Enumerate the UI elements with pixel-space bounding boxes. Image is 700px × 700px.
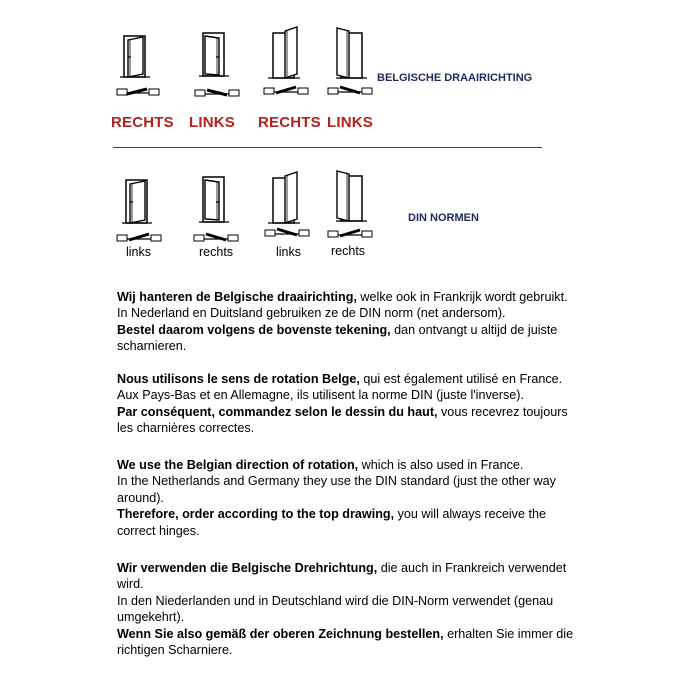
french-text-2: Aux Pays-Bas et en Allemagne, ils utilisent la norme DIN (juste l'inverse). [117, 388, 524, 403]
dutch-bold-1: Wij hanteren de Belgische draairichting, [117, 290, 357, 304]
german-text-2: In den Niederlanden und in Deutschland wird die DIN-Norm verwendet (genau umgekehrt). [117, 593, 554, 625]
door-open-right-icon [268, 27, 300, 78]
paragraph-german [117, 560, 587, 658]
door-open-left-icon [336, 171, 367, 221]
door-open-right-icon [199, 177, 229, 222]
door-open-left-icon [122, 180, 152, 223]
belgian-section-title: BELGISCHE DRAAIRICHTING [377, 72, 533, 84]
english-text-3: you will always receive the correct hinges. [117, 507, 546, 538]
french-text-1: qui est également utilisé en France. [359, 372, 563, 386]
hinge-plan-icon [328, 87, 372, 94]
belgian-label-1: RECHTS [111, 114, 174, 131]
german-bold-2: Wenn Sie also gemäß der oberen Zeichnung bestellen, [117, 626, 444, 641]
door-open-left-icon [336, 28, 367, 78]
hinge-plan-icon [195, 90, 239, 96]
dutch-bold-2: Bestel daarom volgens de bovenste tekening, [117, 322, 391, 337]
french-bold-2: Par conséquent, commandez selon le dessin du haut, [117, 404, 438, 419]
german-bold-1: Wir verwenden die Belgische Drehrichtung, [117, 561, 378, 575]
english-bold-1: We use the Belgian direction of rotation, [117, 458, 359, 472]
paragraph-dutch [117, 289, 587, 355]
hinge-plan-icon [194, 234, 238, 241]
door-open-right-icon [268, 172, 300, 223]
din-label-3: links [276, 245, 302, 259]
din-section-title: DIN NORMEN [408, 212, 479, 224]
hinge-plan-icon [265, 229, 309, 236]
paragraph-english [117, 457, 587, 539]
paragraph-french [117, 371, 587, 437]
din-label-1: links [126, 245, 152, 259]
german-text-1: die auch in Frankreich verwendet wird. [117, 561, 567, 592]
english-text-2: In the Netherlands and Germany they use the DIN standard (just the other way around). [117, 474, 556, 505]
french-bold-1: Nous utilisons le sens de rotation Belge, [117, 372, 360, 386]
dutch-text-2: In Nederland en Duitsland gebruiken ze de DIN norm (net andersom). [117, 306, 506, 321]
english-bold-2: Therefore, order according to the top drawing, [117, 507, 395, 522]
section-divider [113, 147, 542, 148]
english-text-1: which is also used in France. [358, 458, 524, 472]
dutch-text-1: welke ook in Frankrijk wordt gebruikt. [356, 290, 568, 304]
din-label-4: rechts [331, 244, 366, 258]
hinge-plan-icon [264, 87, 308, 94]
door-open-right-icon [199, 33, 229, 76]
dutch-text-3: dan ontvangt u altijd de juiste scharnieren. [117, 322, 558, 354]
door-open-left-icon [120, 36, 150, 77]
hinge-plan-icon [117, 234, 161, 241]
hinge-plan-icon [328, 230, 372, 237]
din-label-2: rechts [199, 245, 234, 259]
belgian-label-3: RECHTS [258, 114, 321, 131]
hinge-plan-icon [117, 89, 159, 95]
belgian-label-4: LINKS [327, 114, 373, 131]
french-text-3: vous recevrez toujours les charnières correctes. [117, 404, 568, 436]
belgian-label-2: LINKS [189, 114, 235, 131]
german-text-3: erhalten Sie immer die richtigen Scharniere. [117, 626, 574, 658]
